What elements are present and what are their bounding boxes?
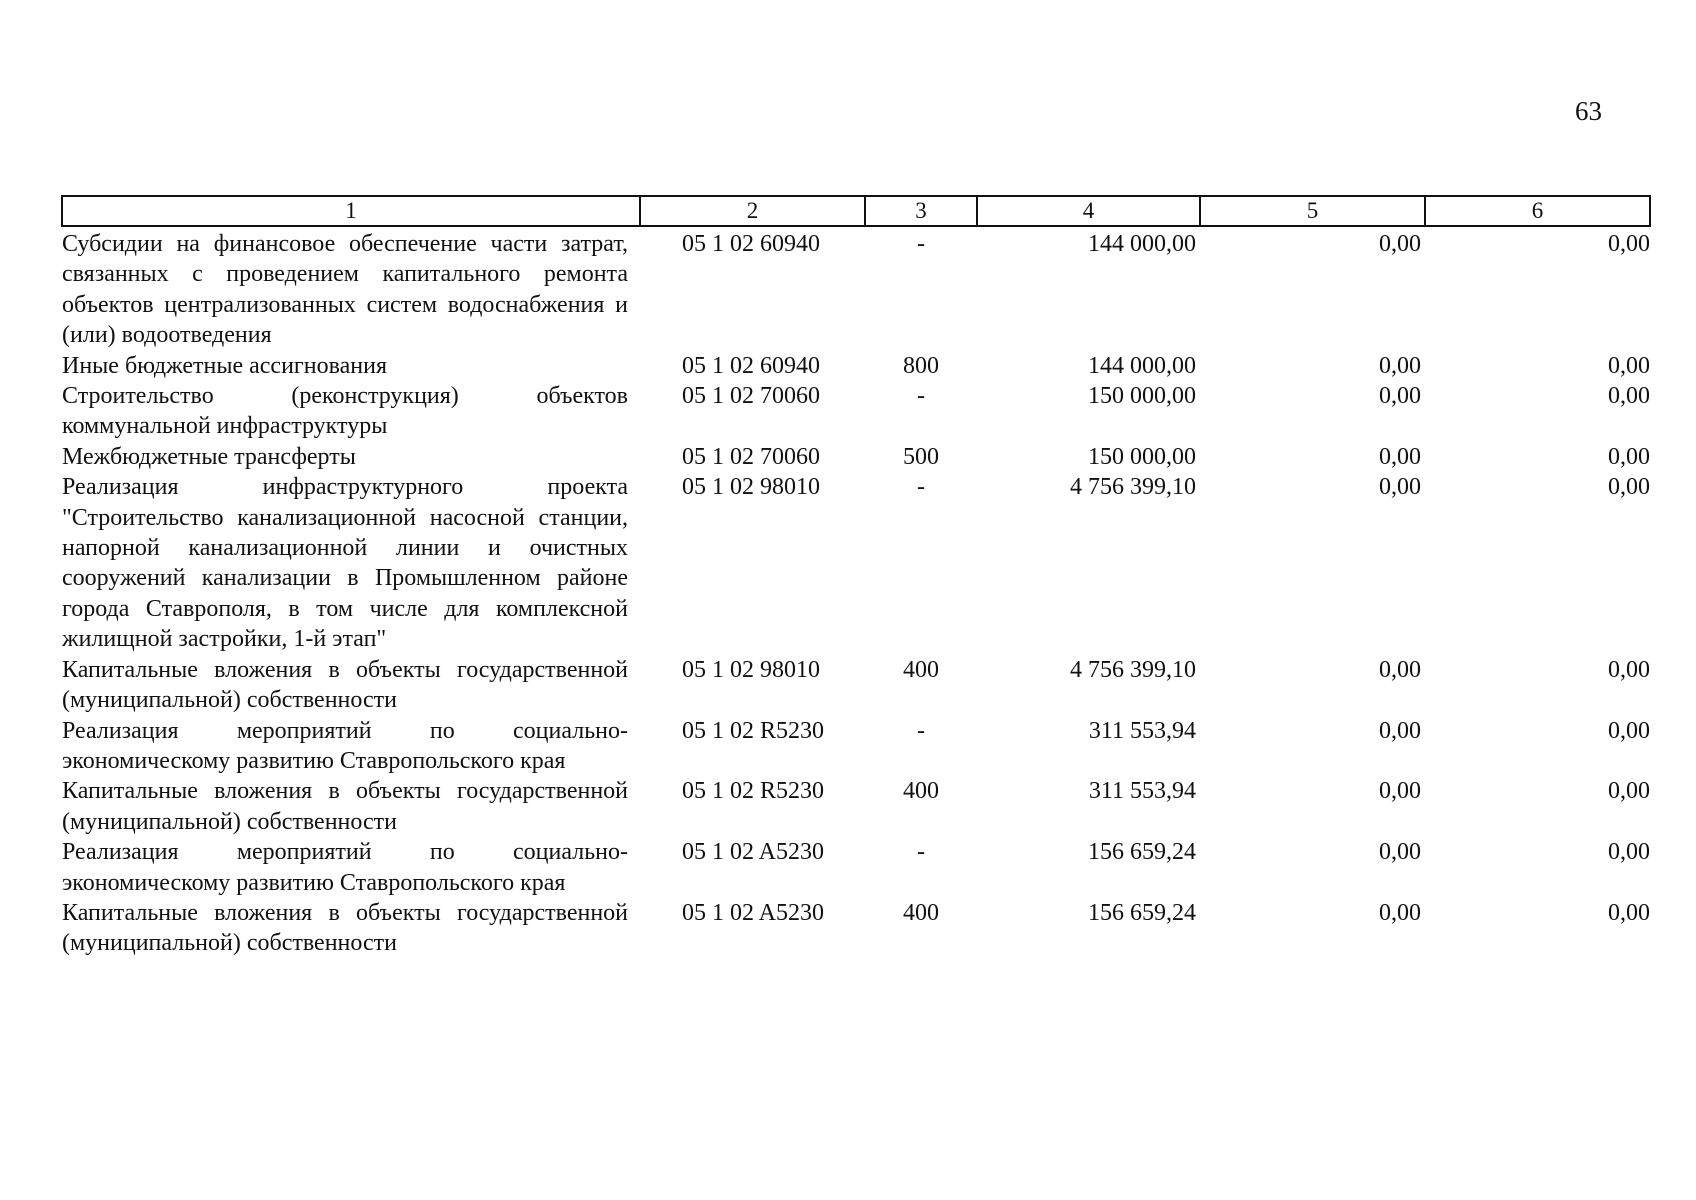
row-amount: 150 000,00: [1088, 443, 1196, 470]
row-expense-type: 400: [903, 899, 939, 926]
column-header-1: 1: [62, 196, 640, 226]
page-number: 63: [1575, 96, 1602, 126]
row-expense-type: -: [917, 383, 925, 410]
row-col5-value: 0,00: [1379, 352, 1421, 379]
row-code: 05 1 02 60940: [682, 231, 820, 257]
row-description: Реализация инфраструктурного проекта "Строительство канализационной насосной станции, напорной канализационной линии и очистных сооружений канализации в Промышленном районе города Ставрополя, в том числе для комплексной жилищной застройки, 1-й этап": [62, 474, 628, 653]
table-row: [62, 837, 1650, 898]
row-col6-value: 0,00: [1608, 352, 1650, 379]
row-code: 05 1 02 60940: [682, 352, 820, 379]
row-description: Субсидии на финансовое обеспечение части затрат, связанных с проведением капитального ремонта объектов централизованных систем водоснабжения и (или) водоотведения: [62, 231, 628, 349]
row-col6-value: 0,00: [1608, 899, 1650, 926]
row-description: Капитальные вложения в объекты государственной (муниципальной) собственности: [62, 656, 628, 714]
row-code: 05 1 02 A5230: [682, 899, 825, 926]
row-col5-value: 0,00: [1379, 231, 1421, 257]
row-col5-value: 0,00: [1379, 383, 1421, 410]
row-description: Капитальные вложения в объекты государственной (муниципальной) собственности: [62, 899, 628, 957]
row-expense-type: -: [917, 231, 925, 257]
table-row: [62, 655, 1650, 716]
table-row: [62, 716, 1650, 777]
column-header-6: 6: [1425, 196, 1650, 226]
row-col6-value: 0,00: [1608, 839, 1650, 866]
row-col5-value: 0,00: [1379, 474, 1421, 501]
table-row: [62, 381, 1650, 442]
row-expense-type: -: [917, 717, 925, 744]
row-col5-value: 0,00: [1379, 443, 1421, 470]
row-col6-value: 0,00: [1608, 443, 1650, 470]
row-expense-type: 500: [903, 443, 939, 470]
row-col6-value: 0,00: [1608, 383, 1650, 410]
table-row: [62, 351, 1650, 381]
column-header-3: 3: [865, 196, 977, 226]
row-expense-type: -: [917, 474, 925, 501]
row-code: 05 1 02 70060: [682, 383, 820, 410]
table-row: [62, 442, 1650, 472]
header-row: [62, 196, 1650, 226]
row-col6-value: 0,00: [1608, 717, 1650, 744]
row-amount: 4 756 399,10: [1070, 474, 1196, 501]
row-col5-value: 0,00: [1379, 656, 1421, 683]
table-row: [62, 776, 1650, 837]
row-description: Иные бюджетные ассигнования: [62, 352, 387, 379]
row-description: Строительство (реконструкция) объектов коммунальной инфраструктуры: [62, 383, 628, 440]
row-amount: 144 000,00: [1088, 352, 1196, 379]
table-body: [62, 226, 1650, 959]
row-expense-type: 400: [903, 778, 939, 805]
row-col6-value: 0,00: [1608, 231, 1650, 257]
column-header-4: 4: [977, 196, 1200, 226]
row-description: Межбюджетные трансферты: [62, 443, 356, 470]
row-expense-type: -: [917, 839, 925, 866]
row-col6-value: 0,00: [1608, 778, 1650, 805]
row-code: 05 1 02 70060: [682, 443, 820, 470]
budget-table: [61, 195, 1651, 959]
row-col5-value: 0,00: [1379, 717, 1421, 744]
row-code: 05 1 02 98010: [682, 474, 820, 501]
row-description: Реализация мероприятий по социально-экономическому развитию Ставропольского края: [62, 717, 628, 774]
row-col5-value: 0,00: [1379, 839, 1421, 866]
row-col6-value: 0,00: [1608, 474, 1650, 501]
column-header-2: 2: [640, 196, 865, 226]
row-amount: 156 659,24: [1088, 839, 1196, 866]
row-col5-value: 0,00: [1379, 778, 1421, 805]
row-amount: 156 659,24: [1088, 899, 1196, 926]
row-code: 05 1 02 A5230: [682, 839, 825, 866]
row-col6-value: 0,00: [1608, 656, 1650, 683]
row-amount: 311 553,94: [1088, 717, 1196, 744]
table-row: [62, 472, 1650, 654]
row-amount: 4 756 399,10: [1070, 656, 1196, 683]
table-header: [62, 196, 1650, 226]
table-row: [62, 226, 1650, 351]
row-expense-type: 400: [903, 656, 939, 683]
row-amount: 144 000,00: [1088, 231, 1196, 257]
row-code: 05 1 02 R5230: [682, 717, 825, 744]
table-row: [62, 898, 1650, 959]
row-description: Капитальные вложения в объекты государственной (муниципальной) собственности: [62, 778, 628, 835]
row-col5-value: 0,00: [1379, 899, 1421, 926]
row-code: 05 1 02 R5230: [682, 778, 825, 805]
row-amount: 311 553,94: [1088, 778, 1196, 805]
column-header-5: 5: [1200, 196, 1425, 226]
row-description: Реализация мероприятий по социально-экономическому развитию Ставропольского края: [62, 839, 628, 896]
row-expense-type: 800: [903, 352, 939, 379]
row-code: 05 1 02 98010: [682, 656, 820, 683]
row-amount: 150 000,00: [1088, 383, 1196, 410]
